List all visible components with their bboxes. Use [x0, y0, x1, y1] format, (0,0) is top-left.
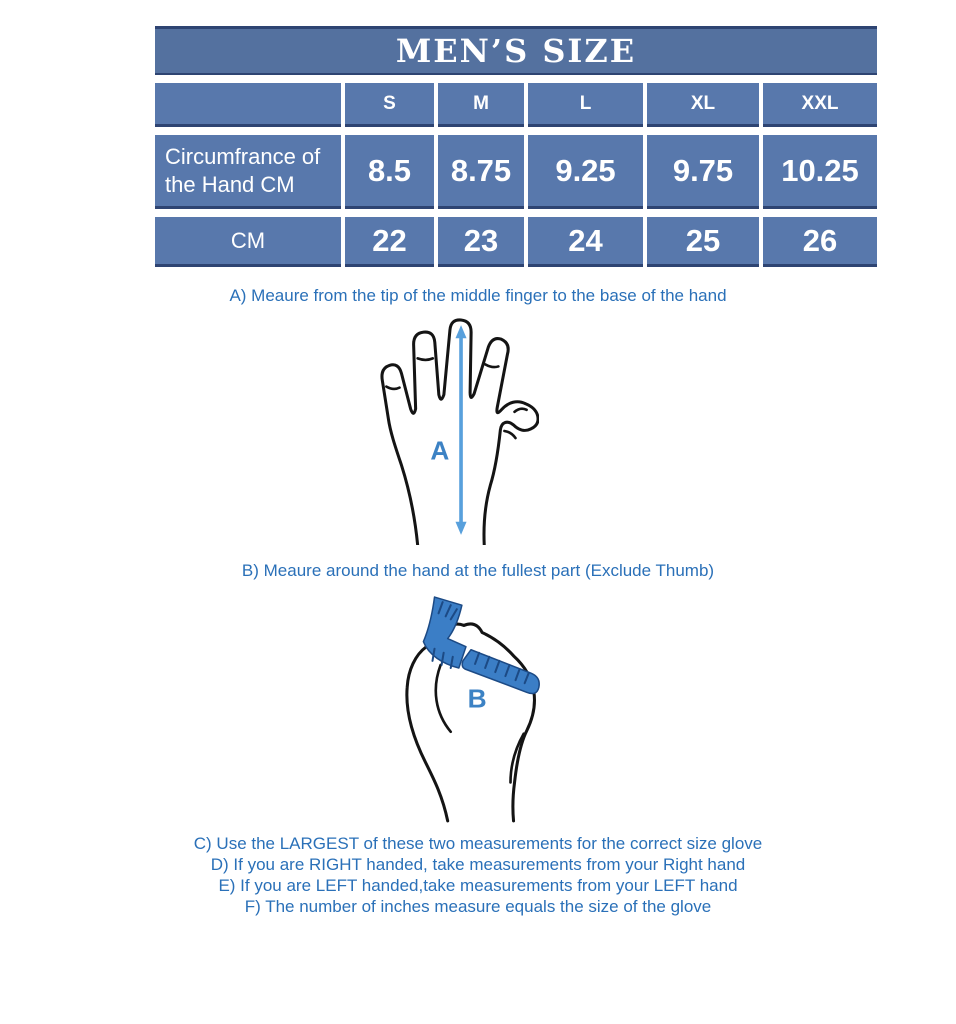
circumference-value-m: 8.75 [438, 135, 524, 209]
cm-value-m: 23 [438, 217, 524, 267]
open-hand-illustration [377, 316, 539, 545]
row-label-circumference: Circumfrance of the Hand CM [155, 135, 341, 209]
size-header-m: M [438, 83, 524, 127]
instruction-c: C) Use the LARGEST of these two measurements for the correct size glove [193, 834, 763, 853]
circumference-value-s: 8.5 [345, 135, 434, 209]
instruction-d: D) If you are RIGHT handed, take measurements from your Right hand [210, 855, 746, 874]
cm-value-xxl: 26 [763, 217, 877, 267]
mens-size-table [155, 26, 877, 267]
circumference-value-xl: 9.75 [647, 135, 759, 209]
cm-value-s: 22 [345, 217, 434, 267]
table-title: MEN’S SIZE [155, 26, 877, 75]
circumference-value-l: 9.25 [528, 135, 643, 209]
instruction-b: B) Meaure around the hand at the fullest part (Exclude Thumb) [241, 561, 715, 580]
fist-illustration [398, 592, 545, 827]
cm-value-l: 24 [528, 217, 643, 267]
size-header-s: S [345, 83, 434, 127]
cm-value-xl: 25 [647, 217, 759, 267]
instruction-a: A) Meaure from the tip of the middle finger to the base of the hand [229, 286, 727, 305]
instruction-e: E) If you are LEFT handed,take measurements from your LEFT hand [218, 876, 738, 895]
table-corner-cell [155, 83, 341, 127]
circumference-value-xxl: 10.25 [763, 135, 877, 209]
label-a: A [430, 435, 450, 466]
instruction-f: F) The number of inches measure equals the size of the glove [244, 897, 712, 916]
size-header-xxl: XXL [763, 83, 877, 127]
row-label-cm: CM [155, 217, 341, 267]
label-b: B [467, 683, 487, 714]
instruction-list [0, 833, 956, 917]
size-header-xl: XL [647, 83, 759, 127]
size-header-l: L [528, 83, 643, 127]
